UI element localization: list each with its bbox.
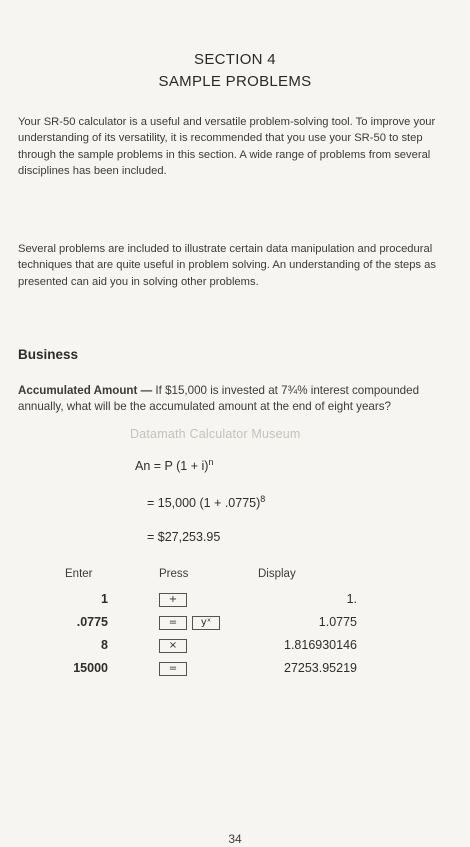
- equation-line-1-exponent: n: [208, 457, 214, 467]
- watermark: Datamath Calculator Museum: [130, 427, 301, 441]
- display-value: 1.: [346, 592, 357, 606]
- keystroke-row: [0, 592, 470, 612]
- equation-line-2-exponent: 8: [260, 494, 266, 504]
- column-header-enter: Enter: [65, 568, 93, 580]
- keystroke-row: [0, 661, 470, 681]
- plus-key-icon: +: [159, 593, 187, 607]
- column-header-press: Press: [159, 568, 189, 580]
- key-sequence: [159, 662, 187, 676]
- section-title: SAMPLE PROBLEMS: [158, 73, 312, 90]
- equals-key-icon: =: [159, 662, 187, 676]
- multiply-key-icon: ×: [159, 639, 187, 653]
- equation-line-1-text: An = P (1 + i): [135, 459, 209, 473]
- page-number: 34: [228, 832, 242, 846]
- problem-title: Accumulated Amount —: [18, 384, 153, 397]
- equals-key-icon: =: [159, 616, 187, 630]
- display-value: 27253.95219: [284, 661, 357, 675]
- intro-paragraph-1: Your SR-50 calculator is a useful and versatile problem-solving tool. To improve your understanding of its versatility, it is recommended that you use your SR-50 to step through the sample problems in this section. A wide range of problems from several disciplines has been included.: [18, 116, 436, 178]
- keystroke-row: [0, 615, 470, 635]
- equation-line-1: [135, 457, 213, 473]
- section-number: SECTION 4: [194, 51, 276, 68]
- subsection-heading: Business: [18, 347, 79, 362]
- key-sequence: [159, 593, 187, 607]
- keystroke-row: [0, 638, 470, 658]
- equation-line-3: = $27,253.95: [147, 530, 221, 544]
- problem-paragraph: [18, 383, 458, 416]
- entry-value: 15000: [73, 661, 108, 675]
- display-value: 1.0775: [318, 615, 357, 629]
- key-sequence: [159, 616, 220, 630]
- key-sequence: [159, 639, 187, 653]
- entry-value: 8: [101, 638, 108, 652]
- problem-text: If $15,000 is invested at 7¾% interest compounded annually, what will be the accumulated amount at the end of eight years?: [18, 384, 420, 414]
- display-value: 1.816930146: [284, 638, 357, 652]
- entry-value: 1: [101, 592, 108, 606]
- equation-line-2: [147, 494, 265, 510]
- column-header-display: Display: [258, 568, 296, 580]
- power-key-icon: yˣ: [192, 616, 220, 630]
- intro-paragraph-2: Several problems are included to illustrate certain data manipulation and procedural techniques that are quite useful in problem solving. An understanding of the steps as presented can aid you in solving other problems.: [18, 243, 436, 288]
- entry-value: .0775: [76, 615, 108, 629]
- equation-line-2-text: = 15,000 (1 + .0775): [147, 496, 261, 510]
